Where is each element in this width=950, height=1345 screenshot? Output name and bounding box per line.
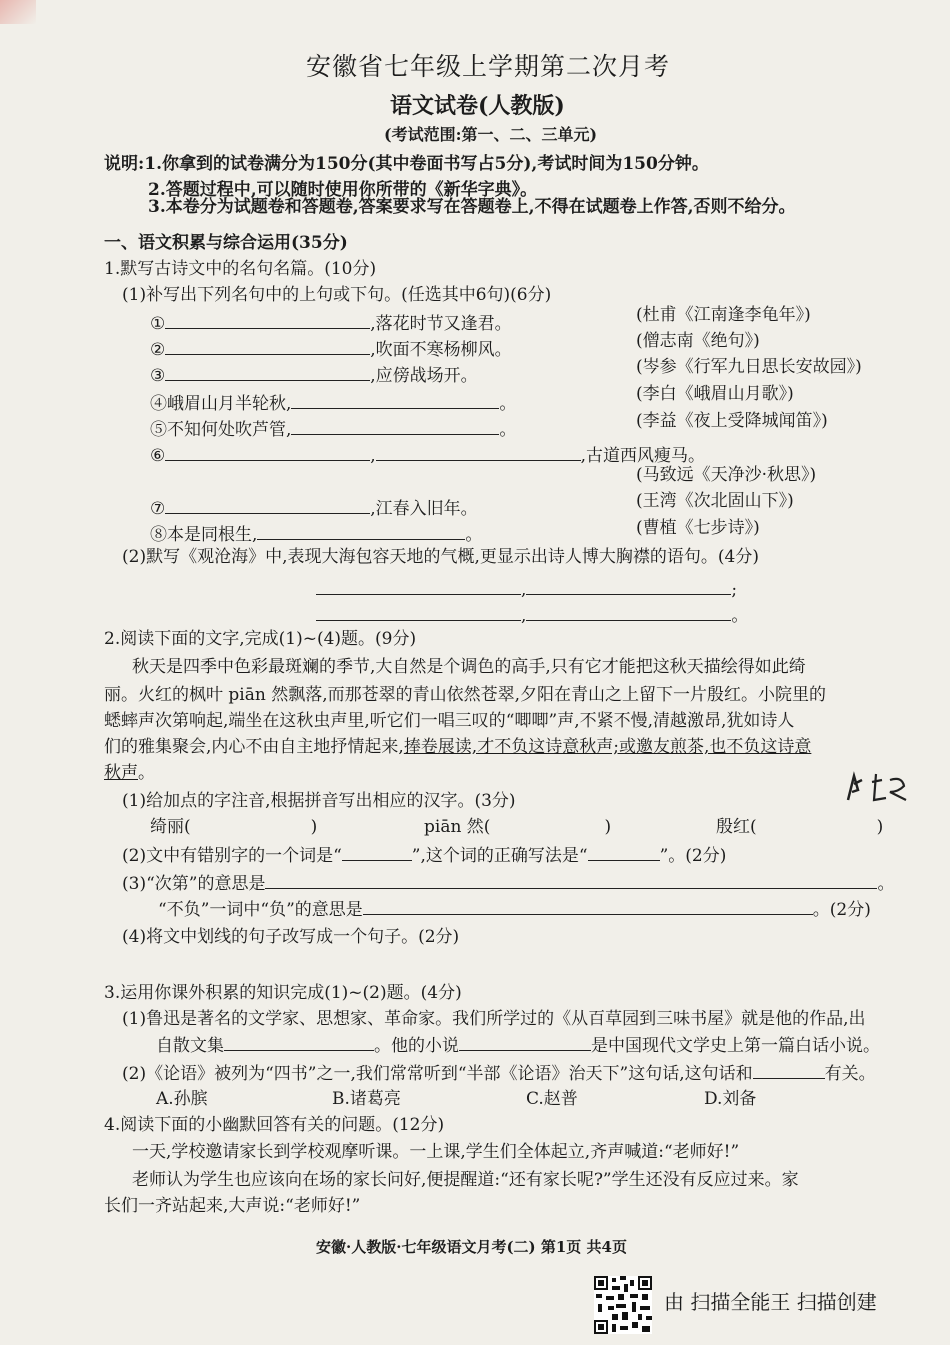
q2-passage-line-4 bbox=[104, 736, 811, 758]
q1-item-7 bbox=[150, 497, 478, 520]
word-label: 绮丽( bbox=[150, 817, 191, 837]
q1-part2-line1 bbox=[316, 578, 737, 601]
q3-part2 bbox=[122, 1062, 876, 1085]
q1-stem: 1.默写古诗文中的名句名篇。(10分) bbox=[104, 259, 377, 279]
separator: ; bbox=[731, 580, 738, 600]
answer-blank[interactable] bbox=[376, 444, 581, 461]
answer-blank[interactable] bbox=[257, 523, 465, 540]
separator: , bbox=[521, 580, 527, 600]
question-text: 是中国现代文学史上第一篇白话小说。 bbox=[591, 1036, 880, 1056]
q2-word-3 bbox=[716, 816, 883, 838]
question-text: “不负”一词中“负”的意思是 bbox=[158, 900, 363, 920]
answer-blank[interactable] bbox=[291, 392, 499, 409]
question-text: 自散文集 bbox=[156, 1036, 224, 1056]
q3-option-a[interactable]: A.孙膑 bbox=[156, 1089, 208, 1109]
underlined-sentence: 捧卷展读,才不负这诗意秋声;或邀友煎茶,也不负这诗意 bbox=[403, 737, 812, 757]
separator: , bbox=[521, 606, 527, 626]
item-number: ⑧本是同根生, bbox=[150, 525, 258, 545]
answer-blank[interactable] bbox=[316, 604, 521, 621]
q1-item-5-source: (李益《夜上受降城闻笛》) bbox=[636, 411, 828, 431]
word-label: 殷红( bbox=[716, 817, 757, 837]
word-label: piān 然( bbox=[424, 817, 491, 837]
answer-blank[interactable] bbox=[291, 418, 499, 435]
q1-item-3 bbox=[150, 364, 478, 387]
separator: 。 bbox=[731, 606, 749, 626]
bracket: ) bbox=[876, 817, 884, 837]
q3-option-b[interactable]: B.诸葛亮 bbox=[332, 1089, 401, 1109]
question-text: 。(2分) bbox=[812, 900, 871, 920]
q1-item-2-source: (僧志南《绝句》) bbox=[636, 331, 760, 351]
passage-text: 们的雅集聚会,内心不由自主地抒情起来, bbox=[104, 737, 404, 757]
q1-item-6-source: (马致远《天净沙·秋思》) bbox=[636, 465, 817, 485]
question-text: ”,这个词的正确写法是“ bbox=[411, 846, 588, 866]
bracket: ) bbox=[604, 817, 612, 837]
item-number: ⑦ bbox=[150, 499, 166, 519]
item-number: ④峨眉山月半轮秋, bbox=[150, 394, 292, 414]
item-text: 。 bbox=[499, 420, 517, 440]
item-number: ⑤不知何处吹芦管, bbox=[150, 420, 292, 440]
q1-part2: (2)默写《观沧海》中,表现大海包容天地的气概,更显示出诗人博大胸襟的语句。(4分) bbox=[122, 547, 759, 567]
answer-blank[interactable] bbox=[316, 578, 521, 595]
q2-part4: (4)将文中划线的句子改写成一个句子。(2分) bbox=[122, 927, 460, 947]
q1-part2-line2 bbox=[316, 604, 748, 627]
bracket: ) bbox=[310, 817, 318, 837]
answer-blank[interactable] bbox=[342, 844, 412, 861]
q1-part1: (1)补写出下列名句中的上句或下句。(任选其中6句)(6分) bbox=[122, 285, 552, 305]
q1-item-8-source: (曹植《七步诗》) bbox=[636, 518, 760, 538]
question-text: (3)“次第”的意思是 bbox=[122, 874, 266, 894]
item-number: ② bbox=[150, 340, 166, 360]
exam-range: (考试范围:第一、二、三单元) bbox=[384, 125, 598, 144]
q1-item-2 bbox=[150, 338, 512, 361]
q3-option-d[interactable]: D.刘备 bbox=[704, 1089, 757, 1109]
underlined-sentence: 秋声 bbox=[104, 763, 138, 783]
q1-item-7-source: (王湾《次北固山下》) bbox=[636, 491, 794, 511]
passage-text: 。 bbox=[138, 763, 155, 783]
page-footer: 安徽·人教版·七年级语文月考(二) 第1页 共4页 bbox=[316, 1238, 627, 1256]
q2-word-2 bbox=[424, 816, 611, 838]
q2-passage-line-3: 蟋蟀声次第响起,端坐在这秋虫声里,听它们一唱三叹的“唧唧”声,不紧不慢,清越激昂,犹如诗人 bbox=[104, 711, 795, 731]
q2-part2 bbox=[122, 844, 726, 867]
answer-blank[interactable] bbox=[526, 604, 731, 621]
section-1-heading: 一、语文积累与综合运用(35分) bbox=[104, 233, 348, 253]
item-text: ,江春入旧年。 bbox=[370, 499, 478, 519]
answer-blank[interactable] bbox=[526, 578, 731, 595]
q3-part1-line1: (1)鲁迅是著名的文学家、思想家、革命家。我们所学过的《从百草园到三味书屋》就是他的作品,出 bbox=[122, 1009, 866, 1029]
question-text: 有关。 bbox=[824, 1064, 876, 1084]
q2-part3a bbox=[122, 872, 894, 895]
note-3: 3.本卷分为试题卷和答题卷,答案要求写在答题卷上,不得在试题卷上作答,否则不给分。 bbox=[148, 197, 796, 217]
q1-item-3-source: (岑参《行军九日思长安故园》) bbox=[636, 357, 862, 377]
q3-option-c[interactable]: C.赵普 bbox=[526, 1089, 578, 1109]
item-text: , bbox=[370, 446, 376, 466]
q4-passage-line-3: 长们一齐站起来,大声说:“老师好!” bbox=[104, 1196, 361, 1216]
qr-code-icon bbox=[594, 1276, 652, 1334]
scanner-watermark: 由 扫描全能王 扫描创建 bbox=[664, 1290, 877, 1314]
q1-item-1 bbox=[150, 312, 512, 335]
item-text: ,应傍战场开。 bbox=[370, 366, 478, 386]
question-text: 。他的小说 bbox=[374, 1036, 459, 1056]
answer-blank[interactable] bbox=[459, 1034, 591, 1051]
q4-passage-line-2: 老师认为学生也应该向在场的家长问好,便提醒道:“还有家长呢?”学生还没有反应过来。家 bbox=[132, 1170, 799, 1190]
q3-stem: 3.运用你课外积累的知识完成(1)~(2)题。(4分) bbox=[104, 983, 462, 1003]
item-number: ③ bbox=[150, 366, 166, 386]
question-text: ”。(2分) bbox=[659, 846, 727, 866]
q1-item-4-source: (李白《峨眉山月歌》) bbox=[636, 384, 794, 404]
q2-stem: 2.阅读下面的文字,完成(1)~(4)题。(9分) bbox=[104, 629, 417, 649]
q3-part1-line2 bbox=[156, 1034, 880, 1057]
q1-item-5 bbox=[150, 418, 516, 441]
q2-part3b bbox=[158, 898, 871, 921]
question-text: (2)文中有错别字的一个词是“ bbox=[122, 846, 342, 866]
q2-part1: (1)给加点的字注音,根据拼音写出相应的汉字。(3分) bbox=[122, 791, 516, 811]
answer-blank[interactable] bbox=[165, 364, 370, 381]
exam-subtitle: 语文试卷(人教版) bbox=[390, 93, 565, 119]
item-text: ,落花时节又逢君。 bbox=[370, 314, 512, 334]
answer-blank[interactable] bbox=[224, 1034, 374, 1051]
answer-blank[interactable] bbox=[165, 444, 370, 461]
answer-blank[interactable] bbox=[588, 844, 660, 861]
item-number: ① bbox=[150, 314, 166, 334]
q1-item-8 bbox=[150, 523, 482, 546]
question-text: (2)《论语》被列为“四书”之一,我们常常听到“半部《论语》治天下”这句话,这句话和 bbox=[122, 1064, 753, 1084]
q1-item-6 bbox=[150, 444, 705, 467]
answer-blank[interactable] bbox=[363, 898, 813, 915]
q4-passage-line-1: 一天,学校邀请家长到学校观摩听课。一上课,学生们全体起立,齐声喊道:“老师好!” bbox=[132, 1142, 740, 1162]
q2-word-1 bbox=[150, 816, 317, 838]
paper-corner bbox=[0, 0, 36, 24]
note-1: 说明:1.你拿到的试卷满分为150分(其中卷面书写占5分),考试时间为150分钟。 bbox=[104, 154, 709, 174]
item-text: ,吹面不寒杨柳风。 bbox=[370, 340, 512, 360]
answer-blank[interactable] bbox=[265, 872, 877, 889]
answer-blank[interactable] bbox=[165, 338, 370, 355]
item-text: 。 bbox=[465, 525, 483, 545]
q2-passage-line-1: 秋天是四季中色彩最斑斓的季节,大自然是个调色的高手,只有它才能把这秋天描绘得如此绮 bbox=[132, 657, 806, 677]
note-2: 2.答题过程中,可以随时使用你所带的《新华字典》。 bbox=[148, 180, 538, 200]
q1-item-1-source: (杜甫《江南逢李龟年》) bbox=[636, 305, 811, 325]
exam-title: 安徽省七年级上学期第二次月考 bbox=[306, 52, 671, 81]
handwritten-mark-icon bbox=[842, 770, 912, 806]
question-text: 。 bbox=[877, 874, 895, 894]
item-text: 。 bbox=[499, 394, 517, 414]
q2-passage-line-2: 丽。火红的枫叶 piān 然飘落,而那苍翠的青山依然苍翠,夕阳在青山之上留下一片殷红。小院里的 bbox=[104, 685, 827, 705]
answer-blank[interactable] bbox=[165, 497, 370, 514]
q4-stem: 4.阅读下面的小幽默回答有关的问题。(12分) bbox=[104, 1115, 445, 1135]
item-tail: ,古道西风瘦马。 bbox=[580, 446, 706, 466]
item-number: ⑥ bbox=[150, 446, 166, 466]
q1-item-4 bbox=[150, 392, 516, 415]
q2-passage-line-5 bbox=[104, 762, 155, 784]
answer-blank[interactable] bbox=[753, 1062, 825, 1079]
answer-blank[interactable] bbox=[165, 312, 370, 329]
